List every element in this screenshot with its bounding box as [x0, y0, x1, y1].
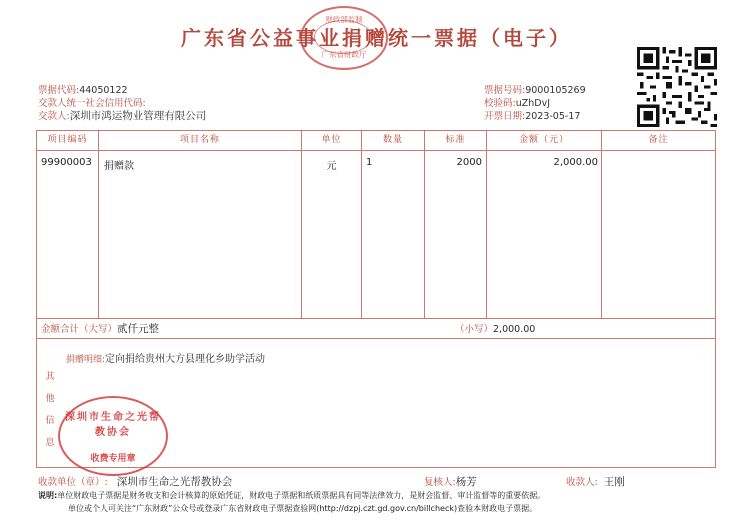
donation-detail-row	[66, 350, 265, 365]
row-amount: 2,000.00	[553, 157, 598, 168]
issue-date-row	[484, 110, 580, 123]
receiver-value: 王刚	[603, 476, 625, 488]
total-lower-label: （小写）	[455, 324, 494, 335]
fee-seal-org: 深圳市生命之光帮教协会	[65, 412, 161, 438]
col-line	[601, 131, 602, 318]
invoice-code-row	[38, 84, 128, 97]
checker-row	[424, 474, 477, 489]
side-char: 其	[45, 372, 55, 382]
total-lower-value: 2,000.00	[493, 324, 536, 335]
checker-label: 复核人:	[424, 477, 456, 488]
other-info-side-label	[44, 366, 56, 454]
payer-row	[38, 110, 206, 123]
payer-label: 交款人:	[38, 111, 70, 122]
col-line	[98, 131, 99, 318]
footer-note	[38, 489, 545, 515]
row-unit: 元	[326, 161, 337, 172]
checker-value: 杨芳	[455, 476, 477, 488]
credit-code-label: 交款人统一社会信用代码:	[38, 98, 146, 109]
qr-code-icon	[637, 47, 717, 127]
fee-seal-label: 收费专用章	[90, 454, 136, 464]
row-quantity: 1	[366, 157, 373, 168]
side-char: 息	[45, 438, 55, 448]
receipt-title: 广东省公益事业捐赠统一票据（电子）	[181, 26, 572, 50]
header-unit: 单位	[321, 135, 342, 145]
header-standard: 标准	[445, 135, 466, 145]
payee-unit-label: 收款单位（章）:	[38, 477, 108, 488]
items-bottom-divider	[37, 318, 715, 319]
header-item-name: 项目名称	[179, 135, 220, 145]
payee-unit-value: 深圳市生命之光帮教协会	[116, 476, 233, 488]
issue-date-label: 开票日期:	[484, 111, 526, 122]
side-char: 信	[45, 416, 55, 426]
invoice-number-row	[484, 84, 586, 97]
row-item-code: 99900003	[41, 157, 92, 168]
total-upper-row	[41, 321, 159, 336]
note-line-2: 单位或个人可关注“广东财政”公众号或登录广东省财政电子票据查验网(http://dzpj.czt.gd.gov.cn/billcheck)查验本财政电子票据。	[68, 504, 538, 513]
note-label: 说明:	[38, 491, 58, 500]
total-bottom-divider	[37, 338, 715, 339]
seal-line2: 广东省财政厅	[321, 50, 367, 59]
donation-detail-value: 定向捐给贵州大方县理化乡助学活动	[105, 354, 266, 365]
receiver-row	[566, 474, 625, 489]
header-quantity: 数量	[382, 135, 403, 145]
row-item-name: 捐赠款	[104, 161, 134, 172]
credit-code-row	[38, 97, 146, 110]
total-lower-row	[455, 321, 535, 335]
header-amount: 金额（元）	[518, 135, 569, 145]
col-line	[361, 131, 362, 318]
header-divider	[37, 150, 715, 151]
issue-date-value: 2023-05-17	[525, 111, 581, 122]
note-line-1: 单位财政电子票据是财务收支和会计核算的原始凭证，财政电子票据和纸质票据具有同等法律效力，是财会监督、审计监督等的重要依据。	[57, 491, 546, 500]
invoice-code-value: 44050122	[79, 85, 128, 96]
fee-seal	[58, 396, 168, 476]
header-remark: 备注	[648, 135, 669, 145]
check-code-row	[484, 97, 550, 110]
total-upper-label: 金额合计（大写）	[41, 324, 118, 335]
check-code-label: 校验码:	[484, 98, 516, 109]
invoice-number-value: 9000105269	[525, 85, 586, 96]
supervision-seal	[300, 6, 388, 70]
payee-unit-row	[38, 474, 232, 489]
receiver-label: 收款人:	[566, 477, 598, 488]
donation-detail-label: 捐赠明细:	[66, 355, 106, 365]
seal-line1: 财政部监制	[325, 15, 363, 24]
check-code-value: uZhDvJ	[515, 98, 550, 109]
total-upper-value: 贰仟元整	[117, 323, 160, 335]
payer-value: 深圳市鸿运物业管理有限公司	[69, 110, 207, 122]
row-standard: 2000	[456, 157, 482, 168]
invoice-code-label: 票据代码:	[38, 85, 80, 96]
header-item-code: 项目编码	[47, 135, 88, 145]
invoice-number-label: 票据号码:	[484, 85, 526, 96]
side-char: 他	[45, 394, 55, 404]
